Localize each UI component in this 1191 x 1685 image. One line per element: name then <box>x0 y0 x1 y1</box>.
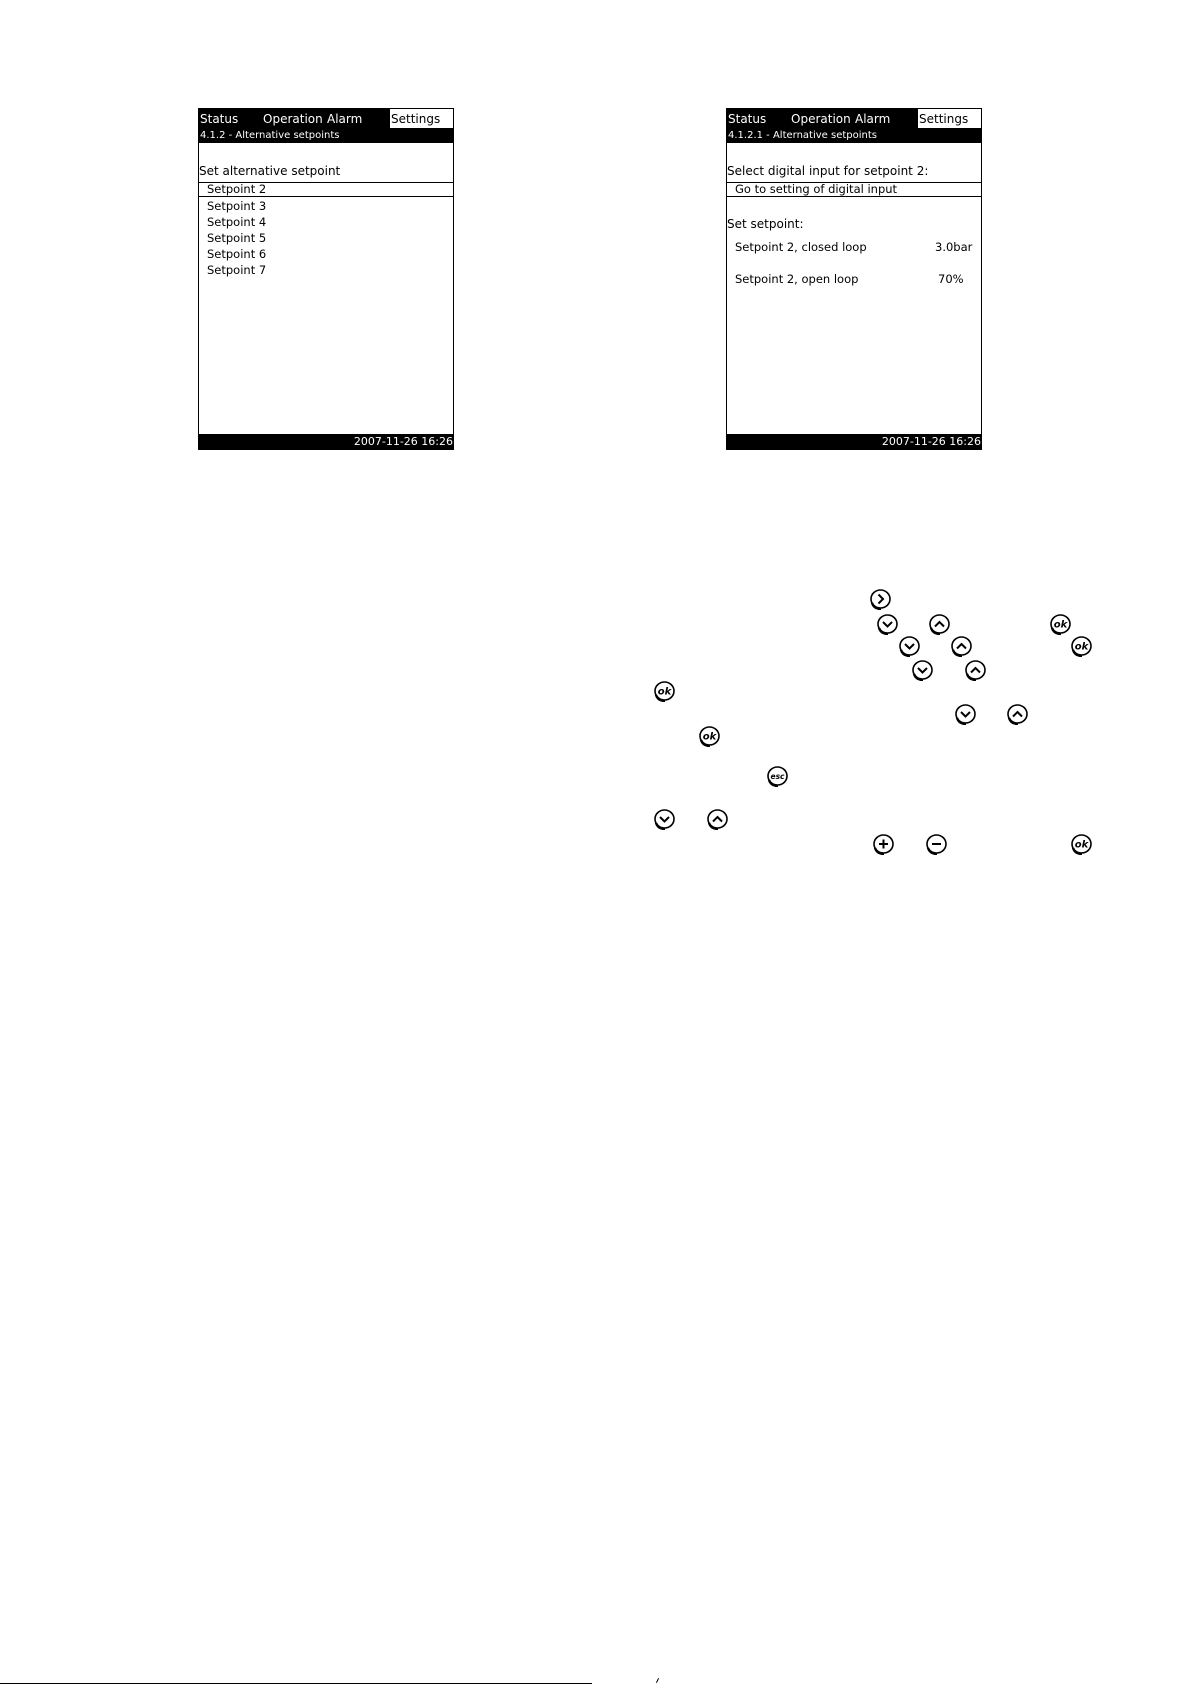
arrow-up-icon <box>950 635 973 657</box>
arrow-down-icon <box>911 659 934 681</box>
ok-icon <box>1070 833 1093 855</box>
display-screen-alternative-setpoints <box>198 108 454 450</box>
tab-operation[interactable]: Operation <box>263 112 323 126</box>
list-item[interactable]: Setpoint 4 <box>207 215 267 229</box>
arrow-up-icon <box>928 613 951 635</box>
ok-icon <box>1070 635 1093 657</box>
svg-text:ok: ok <box>702 731 717 743</box>
arrow-up-icon <box>964 659 987 681</box>
setpoint-open-loop-label: Setpoint 2, open loop <box>735 272 859 286</box>
ok-icon <box>698 725 721 747</box>
setpoint-closed-loop-label: Setpoint 2, closed loop <box>735 240 867 254</box>
tab-settings[interactable]: Settings <box>389 109 453 128</box>
arrow-down-icon <box>653 808 676 830</box>
digital-input-heading: Select digital input for setpoint 2: <box>727 164 929 178</box>
tab-settings[interactable]: Settings <box>917 109 981 128</box>
arrow-up-icon <box>706 808 729 830</box>
svg-text:esc: esc <box>770 772 785 781</box>
menu-tabs <box>727 109 981 128</box>
arrow-down-icon <box>954 703 977 725</box>
status-bar-timestamp: 2007-11-26 16:26 <box>727 434 981 449</box>
set-setpoint-heading: Set setpoint: <box>727 217 804 231</box>
arrow-down-icon <box>898 635 921 657</box>
tab-alarm[interactable]: Alarm <box>855 112 891 126</box>
digital-input-link-selected[interactable]: Go to setting of digital input <box>727 182 981 197</box>
breadcrumb: 4.1.2.1 - Alternative setpoints <box>727 128 981 143</box>
menu-tabs <box>199 109 453 128</box>
section-heading: Set alternative setpoint <box>199 164 341 178</box>
list-item[interactable]: Setpoint 6 <box>207 247 267 261</box>
ok-icon <box>1049 613 1072 635</box>
setpoint-closed-loop-row[interactable] <box>735 239 981 255</box>
setpoint-open-loop-value[interactable]: 70% <box>938 272 964 286</box>
arrow-up-icon <box>1006 703 1029 725</box>
svg-text:ok: ok <box>1053 619 1068 631</box>
tab-status[interactable]: Status <box>200 112 239 126</box>
list-item[interactable]: Setpoint 3 <box>207 199 267 213</box>
tab-status[interactable]: Status <box>728 112 767 126</box>
list-item[interactable]: Setpoint 5 <box>207 231 267 245</box>
svg-text:ok: ok <box>1074 641 1089 653</box>
minus-icon <box>925 833 948 855</box>
breadcrumb: 4.1.2 - Alternative setpoints <box>199 128 453 143</box>
setpoint-closed-loop-value[interactable]: 3.0bar <box>935 240 973 254</box>
svg-text:ok: ok <box>1074 839 1089 851</box>
display-screen-alternative-setpoint-2 <box>726 108 982 450</box>
tab-operation[interactable]: Operation <box>791 112 851 126</box>
arrow-down-icon <box>876 613 899 635</box>
arrow-right-icon <box>869 588 892 610</box>
esc-icon <box>766 765 789 787</box>
svg-text:ok: ok <box>657 686 672 698</box>
list-item-selected[interactable]: Setpoint 2 <box>199 182 453 197</box>
footer-rule <box>0 1683 592 1684</box>
list-item[interactable]: Setpoint 7 <box>207 263 267 277</box>
footer-tick <box>656 1678 659 1683</box>
tab-alarm[interactable]: Alarm <box>327 112 363 126</box>
setpoint-open-loop-row[interactable] <box>735 271 981 287</box>
status-bar-timestamp: 2007-11-26 16:26 <box>199 434 453 449</box>
plus-icon <box>872 833 895 855</box>
setpoint-list <box>207 198 266 278</box>
ok-icon <box>653 680 676 702</box>
